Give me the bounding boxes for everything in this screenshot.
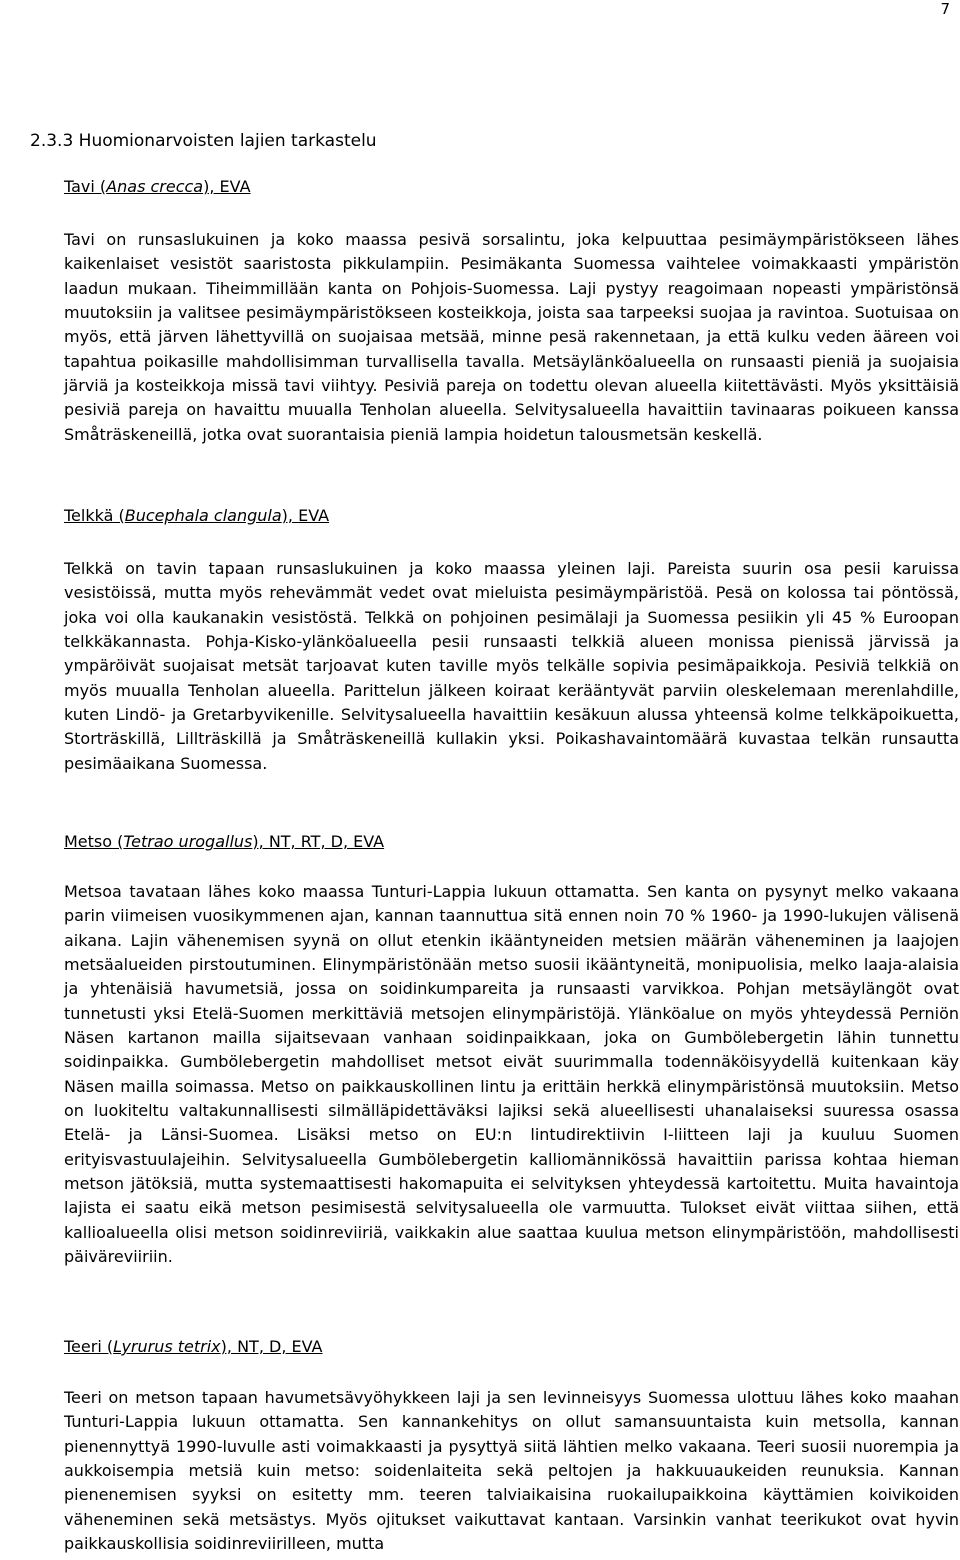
species-name: Telkkä: [64, 506, 114, 525]
page-number: 7: [940, 0, 950, 18]
species-paragraph-metso: Metsoa tavataan lähes koko maassa Tunturi-Lappia lukuun ottamatta. Sen kanta on pysynyt melko vakaana parin viimeisen vuosikymmenen ajan, kannan taannuttua sitä ennen noin 70 % 1960- ja 1990-lukujen välisenä aikana. Lajin vähenemisen syynä on ollut etenkin ikääntyneiden metsien määrän väheneminen ja laajojen metsäalueiden pirstoutuminen. Elinympäristönään metso suosii ikääntyneitä, monipuolisia, melko laaja-alaisia ja yhtenäisiä havumetsiä, jossa on soidinkumpareita ja runsaasti varvikkoa. Pohjan metsäylängöt ovat tunnetusti yksi Etelä-Suomen merkittäviä metsojen elinympäristöjä. Ylänköalue on myös yhteydessä Perniön Näsen kartanon mailla sijaitsevaan vanhaan soidinpaikkaan, joka on Gumbölebergetin lähin tunnettu soidinpaikka. Gumbölebergetin mahdolliset metsot eivät suurimmalla todennäköisyydellä kuitenkaan käy Näsen mailla soimassa. Metso on paikkauskollinen lintu ja erittäin herkkä elinympäristönsä muutoksiin. Metso on luokiteltu valtakunnallisesti silmälläpidettäväksi lajiksi sekä alueellisesti uhanalaiseksi suuressa osassa Etelä- ja Länsi-Suomea. Lisäksi metso on EU:n lintudirektiivin I-liitteen laji ja kuuluu Suomen erityisvastuulajeihin. Selvitysalueella Gumbölebergetin kalliomännikössä havaittiin parissa kohtaa hieman metson jätöksiä, mutta systemaattisesti hakomapuita ei selvityksen yhteydessä kartoitettu. Muita havaintoja lajista ei saatu eikä metson pesimisestä selvitysalueella ole varmuutta. Tulokset eivät viittaa siihen, että kallioalueella olisi metson soidinreviiriä, vaikkakin alue saattaa kuulua metson elinympäristöön, mahdollisesti päiväreviiriin.: [64, 882, 959, 1267]
species-latin: Lyrurus tetrix: [113, 1337, 221, 1356]
species-heading-telkka: Telkkä (Bucephala clangula), EVA: [64, 506, 330, 525]
section-title: 2.3.3 Huomionarvoisten lajien tarkastelu: [30, 131, 377, 151]
species-heading-teeri: Teeri (Lyrurus tetrix), NT, D, EVA: [64, 1337, 323, 1356]
species-paragraph-teeri: Teeri on metson tapaan havumetsävyöhykkeen laji ja sen levinneisyys Suomessa ulottuu lähes koko maahan Tunturi-Lappia lukuun ottamatta. Sen kannankehitys on ollut samansuuntaista kuin metsolla, kannan pienennyttyä 1990-luvulle asti voimakkaasti ja pysyttyä siitä lähtien melko vakaana. Teeri suosii nuorempia ja aukkoisempia metsiä kuin metso: soidenlaiteita sekä peltojen ja hakkuuaukeiden reunuksia. Kannan pienenemisen syyksi on esitetty mm. teeren talviaikaisina ruokailupaikkoina käyttämien koivikoiden väheneminen sekä metsästys. Myös ojitukset vaikuttavat kantaan. Varsinkin vanhat teerikukot ovat hyvin paikkauskollisia soidinreviirilleen, mutta: [64, 1388, 959, 1554]
species-name: Metso: [64, 832, 113, 851]
species-status: EVA: [298, 506, 330, 525]
species-status: EVA: [219, 177, 251, 196]
species-latin: Anas crecca: [106, 177, 204, 196]
species-paragraph-tavi: Tavi on runsaslukuinen ja koko maassa pesivä sorsalintu, joka kelpuuttaa pesimäympäristökseen lähes kaikenlaiset vesistöt saaristosta pikkulampiin. Pesimäkanta Suomessa vaihtelee voimakkaasti ympäristön laadun mukaan. Tiheimmillään kanta on Pohjois-Suomessa. Laji pystyy reagoimaan nopeasti ympäristönsä muutoksiin ja valitsee pesimäympäristökseen kosteikkoja, joista saa tarpeeksi suojaa ja ravintoa. Suotuisaa on myös, että järven lähettyvillä on suojaisaa metsää, minne pesä rakennetaan, ja että kulku veden ääreen voi tapahtua poikasille mahdollisimman turvallisella tavalla. Metsäylänköalueella on runsaasti pieniä ja suojaisia järviä ja kosteikkoja missä tavi viihtyy. Pesiviä pareja on todettu olevan alueella kiitettävästi. Myös yksittäisiä pesiviä pareja on havaittu muualla Tenholan alueella. Selvitysalueella havaittiin tavinaaras poikueen kanssa Småträskeneillä, jotka ovat suorantaisia pieniä lampia hoidetun talousmetsän keskellä.: [64, 230, 959, 444]
species-status: NT, D, EVA: [237, 1337, 323, 1356]
species-name: Teeri: [64, 1337, 102, 1356]
species-heading-metso: Metso (Tetrao urogallus), NT, RT, D, EVA: [64, 832, 385, 851]
species-paragraph-telkka: Telkkä on tavin tapaan runsaslukuinen ja koko maassa yleinen laji. Pareista suurin osa pesii karuissa vesistöissä, mutta myös rehevämmät vedet ovat mieluista pesimäympäristöä. Pesä on kolossa tai pöntössä, joka voi olla kaukanakin vesistöstä. Telkkä on pohjoinen pesimälaji ja Suomessa pesiikin yli 45 % Euroopan telkkäkannasta. Pohja-Kisko-ylänköalueella pesii runsaasti telkkiä alueen monissa pienissä järvissä ja ympäröivät suojaisat metsät tarjoavat kuten taville myös telkälle sopivia pesimäpaikkoja. Pesiviä telkkiä on myös muualla Tenholan alueella. Parittelun jälkeen koiraat kerääntyvät parviin oleskelemaan merenlahdille, kuten Lindö- ja Gretarbyvikenille. Selvitysalueella havaittiin kesäkuun alussa yhteensä kolme telkkäpoikuetta, Storträskillä, Lillträskillä ja Småträskeneillä kullakin yksi. Poikashavaintomäärä kuvastaa telkän runsautta pesimäaikana Suomessa.: [64, 559, 959, 773]
species-name: Tavi: [64, 177, 95, 196]
species-latin: Bucephala clangula: [124, 506, 282, 525]
species-heading-tavi: Tavi (Anas crecca), EVA: [64, 177, 251, 196]
species-status: NT, RT, D, EVA: [268, 832, 385, 851]
species-latin: Tetrao urogallus: [123, 832, 253, 851]
